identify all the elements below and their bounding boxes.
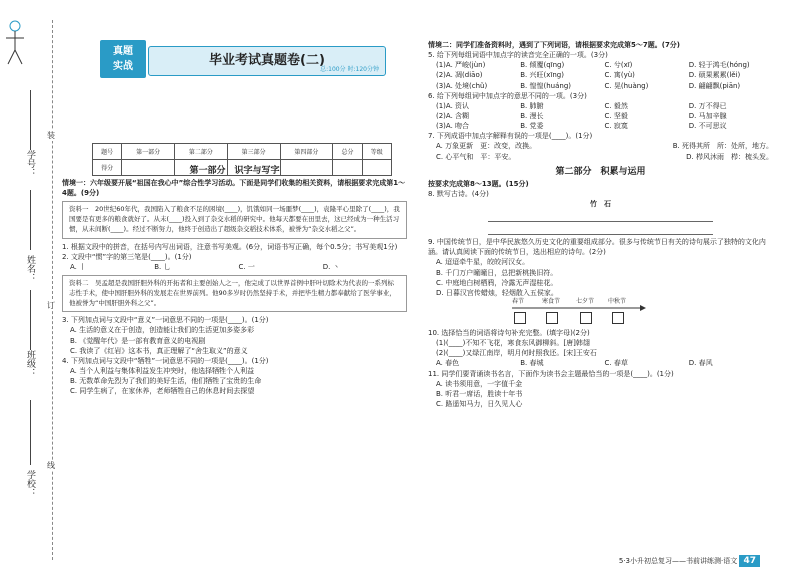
binding-gutter (0, 0, 62, 573)
option[interactable]: D. 日暮汉宫传蜡烛，轻烟散入五侯家。 (436, 288, 558, 297)
exam-title: 毕业考试真题卷(二) (209, 53, 325, 68)
student-no-label: 学号： (25, 150, 35, 177)
option[interactable]: C. 中庭地白树栖鸦，冷露无声湿桂花。 (436, 278, 558, 287)
option[interactable]: A. 春色 (436, 359, 460, 368)
question-3: 3. 下列加点词与文段中“意义”一词意思不同的一项是(____)。(1分) (62, 316, 269, 325)
question-8: 8. 默写古诗。(4分) (428, 189, 489, 198)
option[interactable]: A. 当个人利益与集体利益发生冲突时，他选择牺牲个人利益 (70, 366, 255, 375)
part1-title: 第一部分 识字与写字 (189, 166, 280, 176)
exam-time: 总:100分 时:120分钟 (320, 66, 379, 73)
table-cell: 总分 (333, 144, 362, 160)
option[interactable]: C. 一 (238, 262, 255, 271)
page-number: 47 (739, 555, 760, 567)
question-5: 5. 给下列每组词语中加点字的读音完全正确的一项。(3分) (428, 51, 608, 60)
q2-options (62, 262, 407, 272)
cut-mark: 装 (47, 131, 55, 140)
q10-line: (2)(____)又绿江南岸，明月何时照我还。[宋]王安石 (436, 349, 597, 358)
timeline-label: 寒食节 (542, 298, 561, 305)
option[interactable]: (1)A. 资认 (436, 101, 470, 110)
table-cell: 等级 (362, 144, 391, 160)
scenario1: 情境一：六年级要开展“祖国在我心中”综合性学习活动。下面是同学们收集的相关资料，请根据要求完成第1～4题。(9分) (62, 179, 406, 198)
option[interactable]: C. 寂寞 (604, 122, 628, 131)
option[interactable]: (3)A. 处境(chǔ) (436, 81, 488, 90)
question-4: 4. 下列加点词与文段中“牺牲”一词意思不同的一项是(____)。(1分) (62, 356, 269, 365)
name-label: 姓名： (25, 255, 35, 282)
option[interactable]: B. 听君一席话，胜读十年书 (436, 389, 523, 398)
option[interactable]: C. 晃(huàng) (604, 81, 649, 90)
cut-mark: 线 (47, 461, 55, 470)
material1: 资料一 20世纪60年代，我国陷入了粮食不足的困境(____)，饥饿如同一场噩梦(____)，袁隆平心里除了(____)，我国要是有更多的粮食就好了。从未(____)投入到了杂交水稻的研究中。他每天都要在田里去，这已经成为一种生活习惯，从未间断(____)。经过不断努力，他终于创造出了超级杂交稻技术体系，被誉为“杂交水稻之父”。 (62, 201, 407, 238)
option[interactable]: D. 丶 (322, 262, 340, 271)
option[interactable]: B. 死得其所 所：处所，地方。 (672, 142, 773, 151)
option[interactable]: C. 寓(yù) (604, 71, 635, 80)
option[interactable]: A. 迢迢牵牛星，皎皎河汉女。 (436, 258, 530, 267)
timeline-label: 中秋节 (608, 298, 627, 305)
option[interactable]: C. 我读了《红岩》这本书，真正理解了“舍生取义”的意义 (70, 346, 248, 355)
page-footer (619, 555, 760, 567)
student-no-line (30, 90, 31, 150)
festival-timeline (508, 298, 773, 328)
question-6: 6. 给下列每组词中加点字的意思不同的一项。(3分) (428, 91, 587, 100)
answer-box[interactable] (612, 312, 624, 324)
option[interactable]: D. 马加辛腺 (688, 111, 727, 120)
answer-line[interactable] (488, 211, 713, 222)
option[interactable]: D. 不可思议 (688, 122, 727, 131)
option[interactable]: B. 千门万户曈曈日，总把新桃换旧符。 (436, 268, 558, 277)
school-line (30, 400, 31, 465)
option[interactable]: D. 万不得已 (688, 101, 727, 110)
mascot-icon (2, 18, 28, 68)
question-10: 10. 选择恰当的词语将诗句补充完整。(填字母)(2分) (428, 329, 590, 337)
option[interactable]: (2)A. 含糊 (436, 111, 470, 120)
question-1: 1. 根据文段中的拼音，在括号内写出词语，注意书写美观。(6分，词语书写正确，每个0.5分；书写美观1分) (62, 242, 398, 251)
option[interactable]: B. 春城 (520, 359, 544, 368)
question-2: 2. 文段中“惯”字的第三笔是(____)。(1分) (62, 252, 192, 261)
right-column (428, 40, 773, 409)
option[interactable]: B. 倾覆(qīng) (520, 61, 565, 70)
answer-line[interactable] (488, 224, 713, 235)
class-label: 班级： (25, 350, 35, 377)
title-bar (148, 46, 386, 76)
table-cell: 第一部分 (122, 144, 175, 160)
option[interactable]: A. 万象更新 更：改变，改换。 (436, 142, 537, 151)
option[interactable]: D. 翩翩飘(piān) (688, 81, 741, 90)
table-cell: 得分 (93, 160, 122, 176)
option[interactable]: C. 同学生病了，在家休养，老师牺牲自己的休息时间去探望 (70, 387, 255, 396)
option[interactable]: B. 党委 (520, 122, 544, 131)
exam-banner (100, 40, 385, 82)
badge: 真题 实战 (100, 40, 146, 78)
name-line (30, 190, 31, 250)
option[interactable]: D. 春风 (688, 359, 713, 368)
school-label: 学校： (25, 470, 35, 497)
class-line (30, 290, 31, 350)
question-9: 9. 中国传统节日，是中华民族悠久历史文化的重要组成部分。很多与传统节日有关的诗句展示了独特的文化内涵。请认真阅读下面的传统节日，选出相应的诗句。(2分) (428, 238, 766, 257)
table-cell: 题号 (93, 144, 122, 160)
option[interactable]: B. 惶惶(huáng) (520, 81, 572, 90)
option[interactable]: A. 生活的意义在于创造，创造能让我们的生活更加多姿多彩 (70, 326, 255, 335)
option[interactable]: A. 丨 (70, 262, 87, 271)
option[interactable]: (1)A. 严峻(jùn) (436, 61, 486, 70)
option[interactable]: B. 《觉醒年代》是一部有教育意义的电视剧 (70, 336, 206, 345)
option[interactable]: C. 兮(xī) (604, 61, 633, 70)
option[interactable]: B. 肺腑 (520, 101, 544, 110)
question-11: 11. 同学们要背诵读书名言，下面作为读书会主题最恰当的一项是(____)。(1分) (428, 369, 674, 378)
answer-box[interactable] (546, 312, 558, 324)
option[interactable]: A. 读书须用意，一字值千金 (436, 379, 523, 388)
answer-box[interactable] (514, 312, 526, 324)
option[interactable]: C. 毅然 (604, 101, 628, 110)
option[interactable]: C. 春草 (604, 359, 628, 368)
option[interactable]: D. 轻于鸿毛(hóng) (688, 61, 750, 70)
option[interactable]: C. 心平气和 平：平安。 (436, 152, 516, 161)
question-7: 7. 下列成语中加点字解释有误的一项是(____)。(1分) (428, 132, 593, 141)
cut-mark: 订 (47, 301, 55, 310)
poem-title: 竹 石 (590, 200, 611, 209)
option[interactable]: B. 无数革命先烈为了我们的美好生活，他们牺牲了宝贵的生命 (70, 377, 262, 386)
option[interactable]: D. 硕果累累(lěi) (688, 71, 741, 80)
option[interactable]: D. 栉风沐雨 栉：梳头发。 (686, 152, 773, 161)
option[interactable]: B. 乚 (154, 262, 171, 271)
timeline-label: 春节 (512, 298, 525, 305)
timeline-label: 七夕节 (576, 298, 595, 305)
cut-line (52, 20, 53, 560)
table-cell: 第三部分 (227, 144, 280, 160)
option[interactable]: (3)A. 吻合 (436, 122, 470, 131)
part2-title: 第二部分 积累与运用 (555, 166, 646, 177)
left-column (62, 165, 407, 396)
option[interactable]: C. 路遥知马力，日久见人心 (436, 399, 523, 408)
table-cell: 第四部分 (280, 144, 333, 160)
table-cell: 第二部分 (175, 144, 228, 160)
option[interactable]: B. 兴旺(xīng) (520, 71, 564, 80)
option[interactable]: C. 坚毅 (604, 111, 628, 120)
option[interactable]: B. 漫长 (520, 111, 544, 120)
q10-line: (1)(____)不知不飞花，寒食东风御柳斜。[唐]韩翃 (436, 339, 590, 348)
series-name: 5·3小升初总复习——书前讲练测·语文 (618, 557, 738, 565)
part2-desc: 按要求完成第8～13题。(15分) (428, 179, 529, 188)
material2: 资料二 吴孟超是我国肝胆外科的开拓者和主要创始人之一，他完成了以世界首例中肝叶切除术为代表的一系列标志性手术，使中国肝胆外科的发展走在世界前列。他90多岁时仍然坚持手术，并把毕生精力都奉献给了医学事业，他被誉为“中国肝胆外科之父”。 (62, 275, 407, 312)
answer-box[interactable] (580, 312, 592, 324)
scenario2: 情境二：同学们准备资料时，遇到了下列词语，请根据要求完成第5～7题。(7分) (428, 41, 681, 49)
option[interactable]: (2)A. 凋(diāo) (436, 71, 483, 80)
